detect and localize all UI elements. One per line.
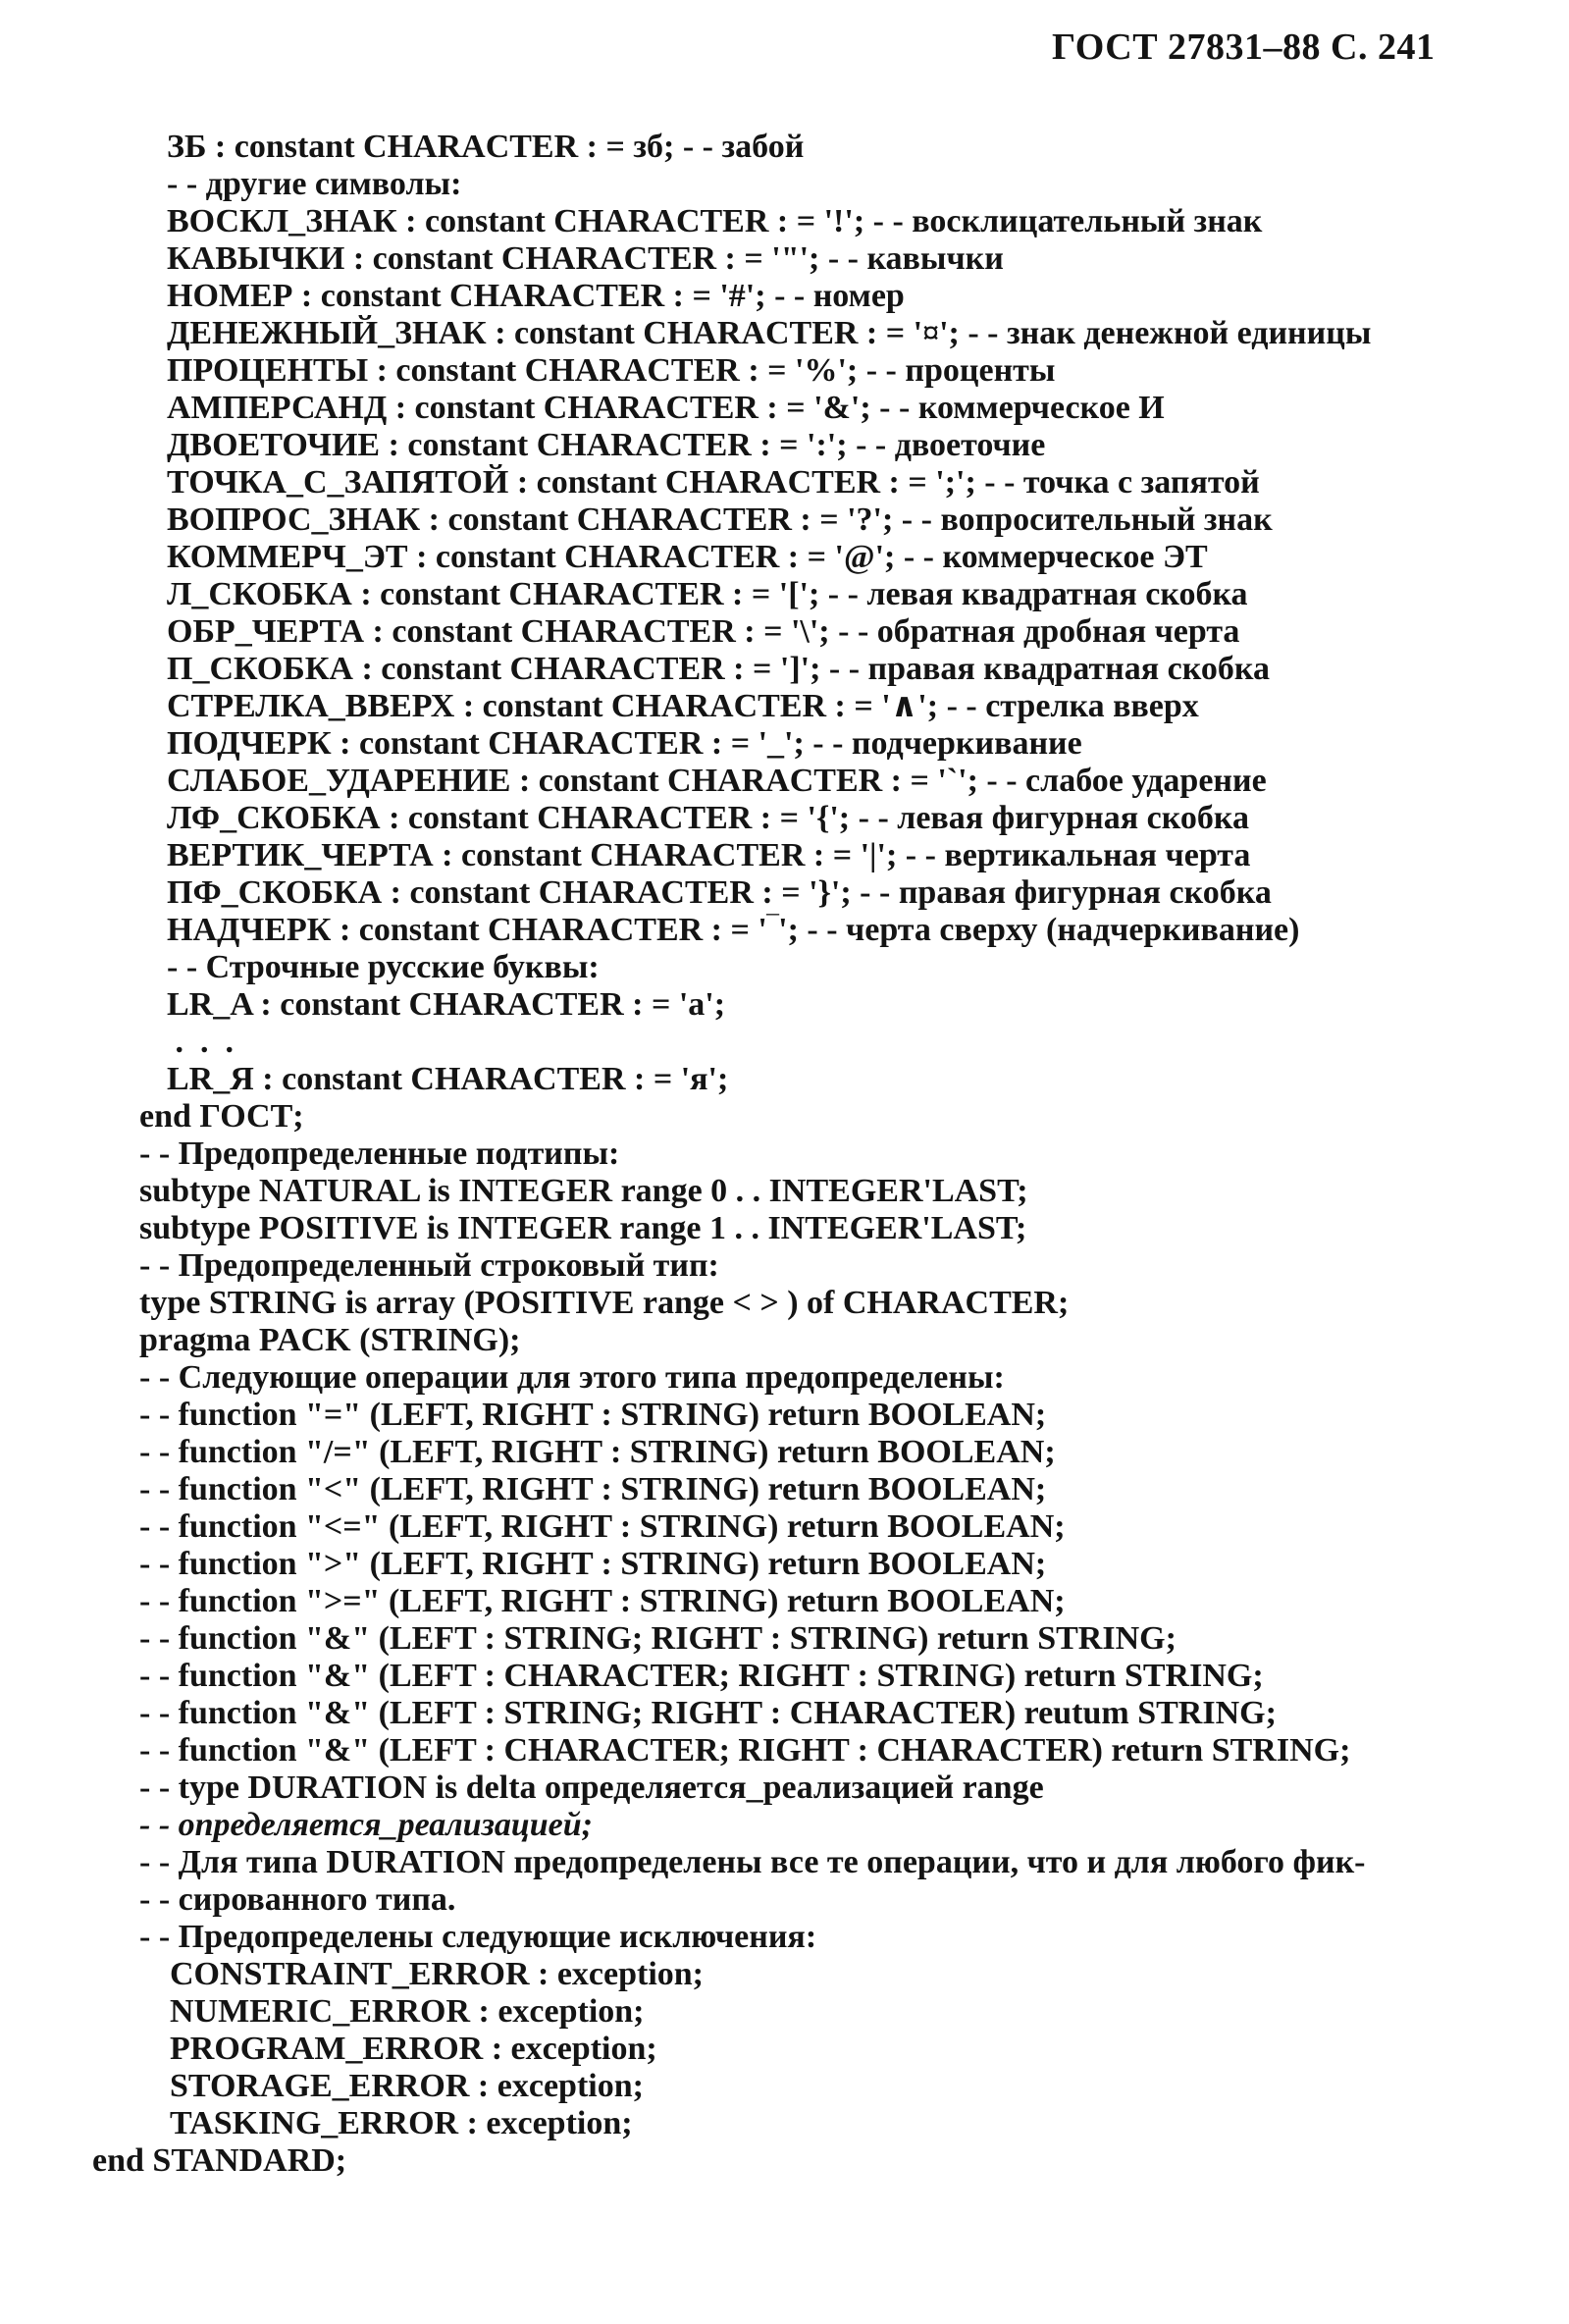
code-line: - - function "<=" (LEFT, RIGHT : STRING) return BOOLEAN; [139,1508,1066,1545]
code-line: - - Предопределенный строковый тип: [139,1247,719,1284]
code-line: LR_A : constant CHARACTER : = 'a'; [167,986,726,1023]
code-line: . . . [167,1024,234,1060]
code-line: end ГОСТ; [139,1098,304,1135]
code-line: end STANDARD; [92,2142,347,2179]
code-line: КОММЕРЧ_ЭТ : constant CHARACTER : = '@'; - - коммерческое ЭТ [167,539,1208,575]
code-line: Л_СКОБКА : constant CHARACTER : = '['; - - левая квадратная скобка [167,576,1248,612]
code-line: - - function "<" (LEFT, RIGHT : STRING) return BOOLEAN; [139,1471,1047,1507]
code-line: - - Строчные русские буквы: [167,949,600,985]
code-listing [92,129,1529,2180]
code-line: - - Предопределены следующие исключения: [139,1919,817,1955]
code-line: - - Для типа DURATION предопределены все те операции, что и для любого фик- [139,1844,1366,1880]
code-line: ПФ_СКОБКА : constant CHARACTER : = '}'; - - правая фигурная скобка [167,874,1272,911]
code-line: subtype POSITIVE is INTEGER range 1 . . INTEGER'LAST; [139,1210,1027,1246]
code-line: ОБР_ЧЕРТА : constant CHARACTER : = '\'; - - обратная дробная черта [167,613,1240,650]
code-line: ЗБ : constant CHARACTER : = зб; - - забой [167,129,805,165]
code-line: - - function "&" (LEFT : STRING; RIGHT : CHARACTER) reutum STRING; [139,1695,1277,1731]
code-line: НАДЧЕРК : constant CHARACTER : = '‾'; - - черта сверху (надчеркивание) [167,912,1300,948]
code-line: - - function "=" (LEFT, RIGHT : STRING) return BOOLEAN; [139,1397,1047,1433]
code-line: - - function "/=" (LEFT, RIGHT : STRING) return BOOLEAN; [139,1434,1056,1470]
code-line: - - другие символы: [167,166,462,202]
code-line: СТРЕЛКА_ВВЕРХ : constant CHARACTER : = '∧'; - - стрелка вверх [167,688,1199,724]
code-line: subtype NATURAL is INTEGER range 0 . . INTEGER'LAST; [139,1173,1028,1209]
code-line: НОМЕР : constant CHARACTER : = '#'; - - номер [167,278,905,314]
code-line: ПОДЧЕРК : constant CHARACTER : = '_'; - - подчеркивание [167,725,1082,762]
code-line: ЛФ_СКОБКА : constant CHARACTER : = '{'; - - левая фигурная скобка [167,800,1249,836]
code-line: ПРОЦЕНТЫ : constant CHARACTER : = '%'; - - проценты [167,352,1056,389]
code-line: - - function ">" (LEFT, RIGHT : STRING) return BOOLEAN; [139,1546,1047,1582]
code-line: - - function "&" (LEFT : STRING; RIGHT : STRING) return STRING; [139,1620,1177,1657]
code-line: СЛАБОЕ_УДАРЕНИЕ : constant CHARACTER : = '`'; - - слабое ударение [167,763,1267,799]
code-line: АМПЕРСАНД : constant CHARACTER : = '&'; - - коммерческое И [167,390,1165,426]
code-line: - - function "&" (LEFT : CHARACTER; RIGHT : STRING) return STRING; [139,1658,1264,1694]
code-line: ВОСКЛ_ЗНАК : constant CHARACTER : = '!'; - - восклицательный знак [167,203,1263,239]
code-line: ДЕНЕЖНЫЙ_ЗНАК : constant CHARACTER : = '¤'; - - знак денежной единицы [167,315,1372,351]
code-line: - - сированного типа. [139,1881,456,1918]
code-line: - - определяется_реализацией; [139,1807,593,1843]
code-line: ВЕРТИК_ЧЕРТА : constant CHARACTER : = '|'; - - вертикальная черта [167,837,1251,873]
code-line: - - Предопределенные подтипы: [139,1136,620,1172]
code-line: LR_Я : constant CHARACTER : = 'я'; [167,1061,729,1097]
code-line: ВОПРОС_ЗНАК : constant CHARACTER : = '?'; - - вопросительный знак [167,502,1273,538]
code-line: ДВОЕТОЧИЕ : constant CHARACTER : = ':'; - - двоеточие [167,427,1046,463]
code-line: - - function "&" (LEFT : CHARACTER; RIGHT : CHARACTER) return STRING; [139,1732,1351,1769]
code-line: - - type DURATION is delta определяется_реализацией range [139,1769,1044,1806]
code-line: П_СКОБКА : constant CHARACTER : = ']'; - - правая квадратная скобка [167,651,1270,687]
page-header: ГОСТ 27831–88 С. 241 [1052,26,1436,68]
code-line: NUMERIC_ERROR : exception; [170,1993,645,2030]
code-line: ТОЧКА_С_ЗАПЯТОЙ : constant CHARACTER : = ';'; - - точка с запятой [167,464,1260,501]
code-line: STORAGE_ERROR : exception; [170,2068,644,2104]
code-line: TASKING_ERROR : exception; [170,2105,633,2141]
code-line: type STRING is array (POSITIVE range < > ) of CHARACTER; [139,1285,1070,1321]
code-line: - - function ">=" (LEFT, RIGHT : STRING) return BOOLEAN; [139,1583,1066,1619]
code-line: pragma PACK (STRING); [139,1322,521,1358]
code-line: КАВЫЧКИ : constant CHARACTER : = '"'; - - кавычки [167,240,1004,277]
code-line: CONSTRAINT_ERROR : exception; [170,1956,704,1992]
code-line: PROGRAM_ERROR : exception; [170,2031,657,2067]
code-line: - - Следующие операции для этого типа предопределены: [139,1359,1005,1396]
